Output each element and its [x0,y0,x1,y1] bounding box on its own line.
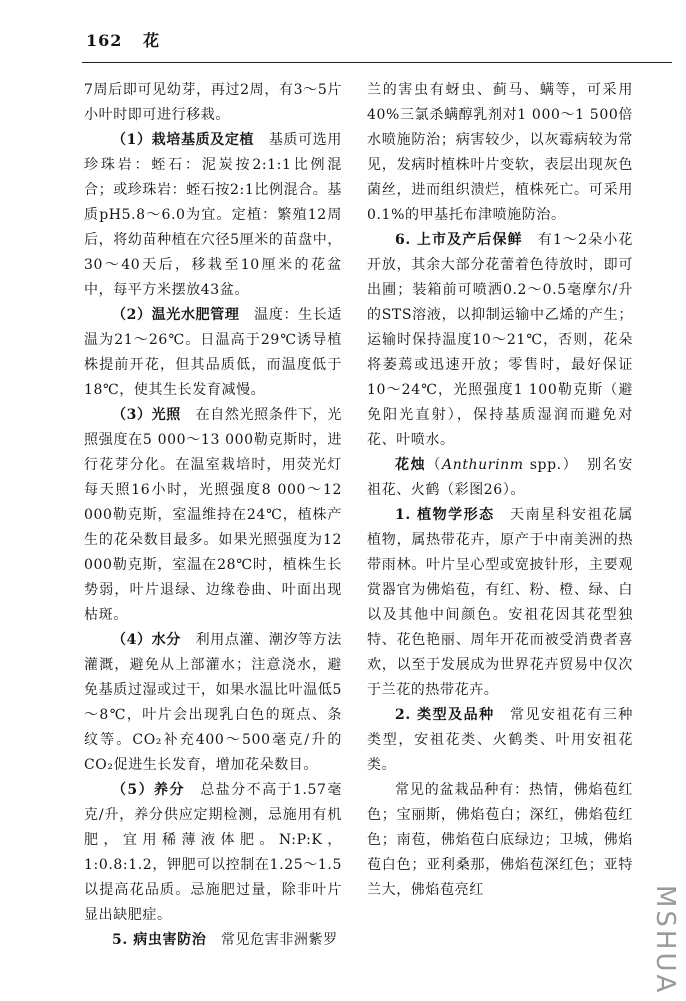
paragraph-pests-start: 5. 病虫害防治 常见危害非洲紫罗 [112,932,338,948]
paragraph-market: 6. 上市及产后保鲜 有1～2朵小花开放，其余大部分花蕾着色待放时，即可出圃；装箱前可喷洒0.2～0.5毫摩尔/升的STS溶液，以抑制运输中乙烯的产生；运输时保持温度10～21℃，否则，花朵将萎蔫或迅速开放；零售时，最好保证10～24℃，光照强度1 100勒克斯（避免阳光直射），保持基质湿润而避免对花、叶喷水。 [367,232,633,448]
left-column [84,78,342,953]
watermark: MSHUA [650,884,680,995]
paragraph-cultivars: 常见的盆栽品种有：热情，佛焰苞红色；宝丽斯，佛焰苞白；深红，佛焰苞红色；南苞，佛焰苞白底绿边；卫城，佛焰苞白色；亚利桑那，佛焰苞深红色；亚特兰大，佛焰苞亮红 [367,782,633,898]
running-head: 花 [142,31,160,50]
paragraph-anthurium-title: 花烛（Anthurinm spp.） 别名安祖花、火鹤（彩图26）。 [367,457,634,498]
paragraph-pests-cont: 兰的害虫有蚜虫、蓟马、螨等，可采用40%三氯杀螨醇乳剂对1 000～1 500倍水喷施防治；病害较少，以灰霉病较为常见，发病时植株叶片变软，表层出现灰色菌丝，进而组织溃烂，植株死亡。可采用0.1%的甲基托布津喷施防治。 [367,82,633,223]
paragraph-water: （4）水分 利用点灌、潮汐等方法灌溉，避免从上部灌水；注意浇水，避免基质过湿或过干，如果水温比叶温低5～8℃，叶片会出现乳白色的斑点、条纹等。CO₂补充400～500毫克/升的CO₂促进生长发育，增加花朵数目。 [84,632,342,773]
right-column [367,78,633,903]
header-rule [82,62,672,63]
page-number: 162 [86,31,123,50]
paragraph-substrate: （1）栽培基质及定植 基质可选用珍珠岩：蛭石：泥炭按2:1:1比例混合；或珍珠岩：蛭石按2:1比例混合。基质pH5.8～6.0为宜。定植：繁殖12周后，将幼苗种植在穴径5厘米的苗盘中，30～40天后，移栽至10厘米的花盆中，每平方米摆放43盆。 [84,132,342,298]
paragraph-continuation: 7周后即可见幼芽，再过2周，有3～5片小叶时即可进行移栽。 [84,82,342,123]
paragraph-light: （3）光照 在自然光照条件下，光照强度在5 000～13 000勒克斯时，进行花芽分化。在温室栽培时，用荧光灯每天照16小时，光照强度8 000～12 000勒克斯，室温维持在24℃，植株产生的花朵数目最多。如果光照强度为12 000勒克斯，室温在28℃时，植株生长势弱，叶片退绿、边缘卷曲、叶面出现枯斑。 [84,407,342,623]
paragraph-nutrients: （5）养分 总盐分不高于1.57毫克/升，养分供应定期检测，忌施用有机肥，宜用稀薄液体肥。N:P:K，1:0.8:1.2，钾肥可以控制在1.25～1.5以提高花品质。忌施肥过量，除非叶片显出缺肥症。 [84,782,343,923]
paragraph-morphology: 1. 植物学形态 天南星科安祖花属植物，属热带花卉，原产于中南美洲的热带雨林。叶片呈心型或宽披针形，主要观赏器官为佛焰苞，有红、粉、橙、绿、白以及其他中间颜色。安祖花因其花型独特、花色艳丽、周年开花而被受消费者喜欢，以至于发展成为世界花卉贸易中仅次于兰花的热带花卉。 [367,507,633,698]
paragraph-types: 2. 类型及品种 常见安祖花有三种类型，安祖花类、火鹤类、叶用安祖花类。 [367,707,633,773]
paragraph-temperature: （2）温光水肥管理 温度：生长适温为21～26℃。日温高于29℃诱导植株提前开花，但其品质低，而温度低于18℃，使其生长发育减慢。 [84,307,342,398]
page-header [86,28,160,51]
